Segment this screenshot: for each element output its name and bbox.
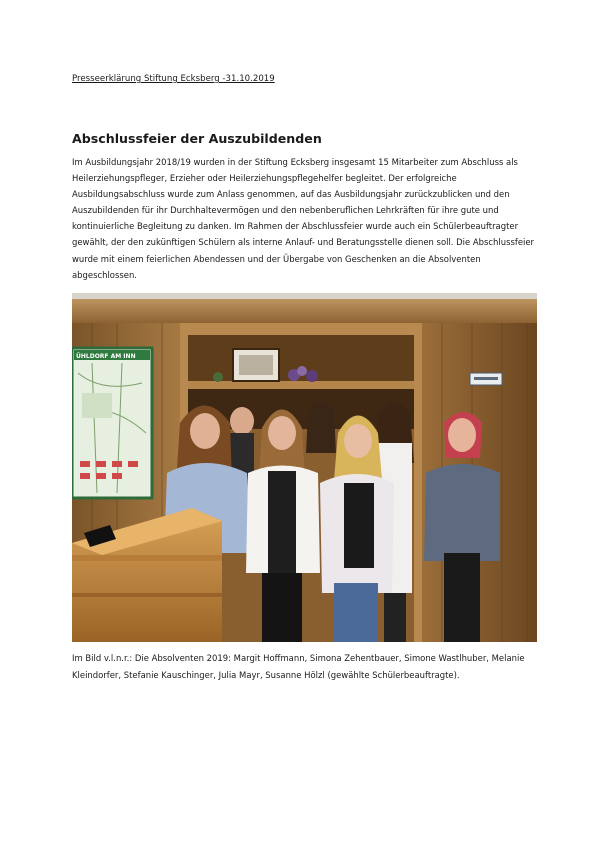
body-paragraph: Im Ausbildungsjahr 2018/19 wurden in der Stiftung Ecksberg insgesamt 15 Mitarbeiter zum Abschluss als Heilerziehungspfleger, Erzieher oder Heilerziehungspflegehelfer begleitet. Der erfolgreiche Ausbildungsabschluss wurde zum Anlass genommen, auf das Ausbildungsjahr zurückzublicken und den Auszubildenden für ihr Durchhaltevermögen und den nebenberuflichen Lehrkräften für ihre gute und kontinuierliche Begleitung zu danken. Im Rahmen der Abschlussfeier wurde auch ein Schülerbeauftragter gewählt, der den zukünftigen Schülern als interne Anlauf- und Beratungsstelle dienen soll. Die Abschlussfeier wurde mit einem feierlichen Abendessen und der Übergabe von Geschenken an die Absolventen abgeschlossen. bbox=[72, 157, 535, 280]
group-photo-illustration bbox=[72, 293, 537, 642]
photo-caption: Im Bild v.l.n.r.: Die Absolventen 2019: Margit Hoffmann, Simona Zehentbauer, Simone Wastlhuber, Melanie Kleindorfer, Stefanie Kauschinger, Julia Mayr, Susanne Hölzl (gewählte Schülerbeauftragte). bbox=[72, 653, 525, 681]
group-photo bbox=[72, 293, 537, 642]
map-sign-label: ÜHLDORF AM INN bbox=[76, 353, 136, 360]
headline: Abschlussfeier der Auszubildenden bbox=[72, 131, 322, 146]
press-release-line: Presseerklärung Stiftung Ecksberg -31.10.2019 bbox=[72, 74, 275, 84]
